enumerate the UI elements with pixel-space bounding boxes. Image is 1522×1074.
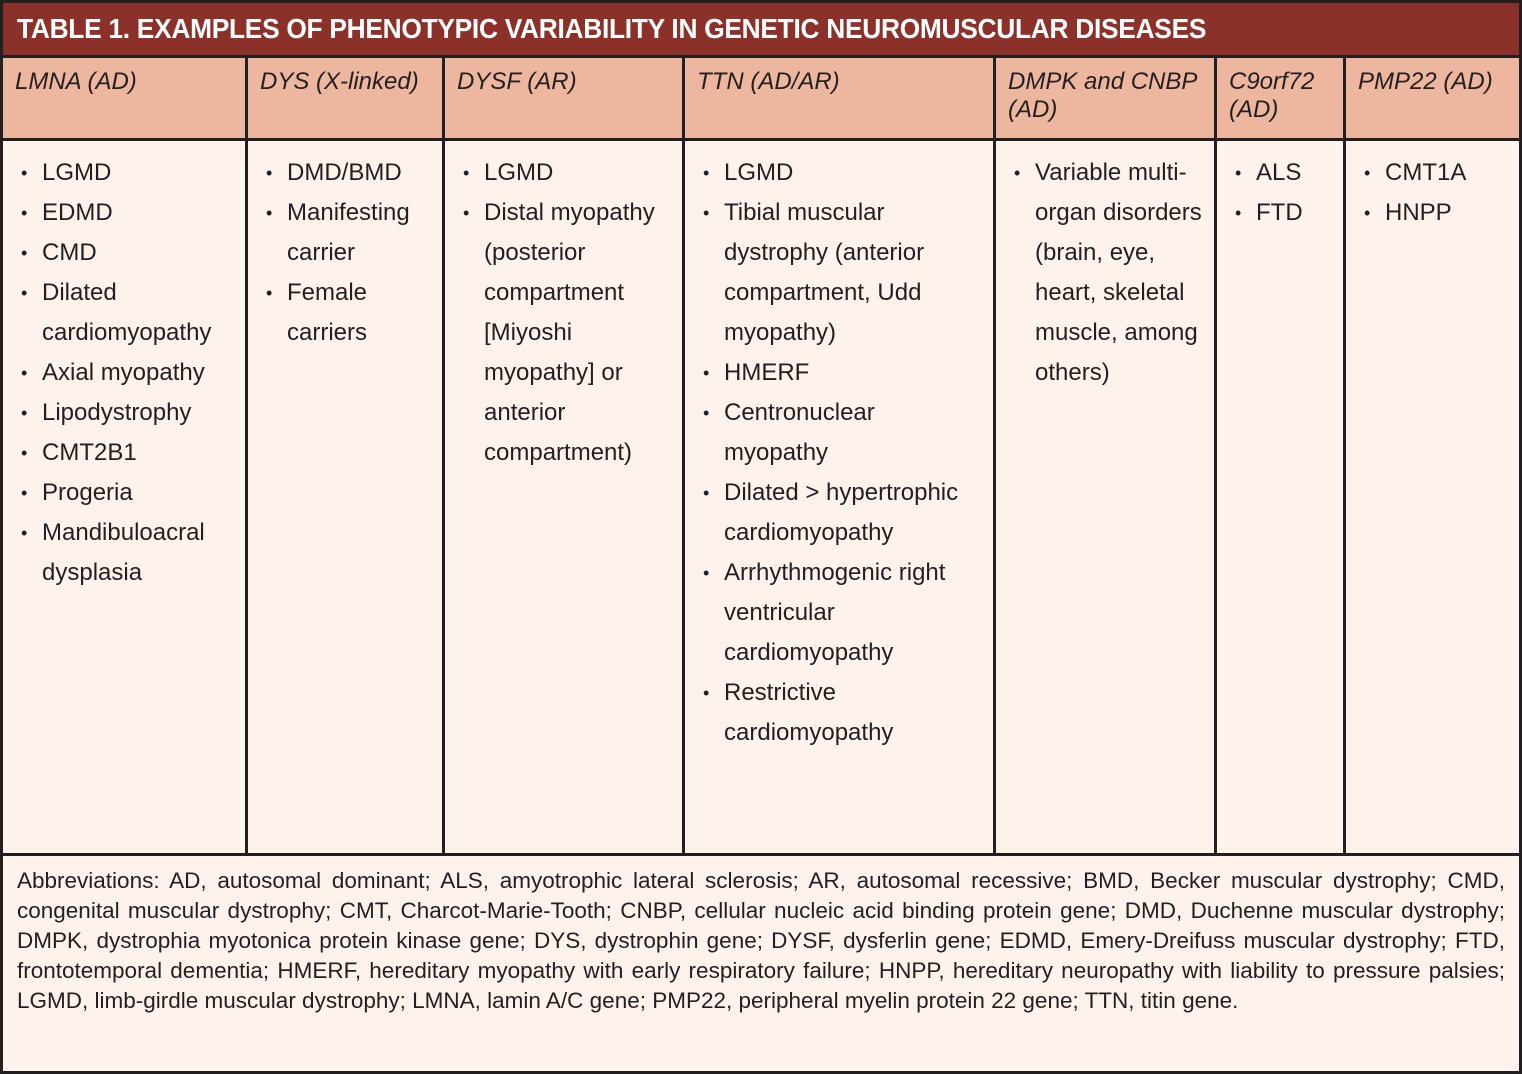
list-item: • LGMD — [695, 153, 983, 193]
list-item: • Distal myopathy (posterior compartment [Miyoshi myopathy] or anterior compartment) — [455, 193, 672, 473]
table-title: TABLE 1. EXAMPLES OF PHENOTYPIC VARIABILITY IN GENETIC NEUROMUSCULAR DISEASES — [17, 13, 1207, 44]
column-body-lmna — [3, 141, 248, 853]
list-item: • CMD — [13, 233, 235, 273]
column-body-ttn — [685, 141, 996, 853]
column-body-dys — [248, 141, 445, 853]
column-body-pmp22 — [1346, 141, 1519, 853]
list-item: • LGMD — [455, 153, 672, 193]
list-item: • Restrictive cardiomyopathy — [695, 673, 983, 753]
list-item: • Arrhythmogenic right ventricular cardiomyopathy — [695, 553, 983, 673]
list-item: • EDMD — [13, 193, 235, 233]
list-item: • Dilated cardiomyopathy — [13, 273, 235, 353]
list-item: • ALS — [1227, 153, 1333, 193]
list-item: • Tibial muscular dystrophy (anterior compartment, Udd myopathy) — [695, 193, 983, 353]
list-pmp22 — [1356, 153, 1509, 233]
list-item: • Mandibuloacral dysplasia — [13, 513, 235, 593]
table-body-row — [3, 141, 1519, 853]
list-item: • HMERF — [695, 353, 983, 393]
list-item: • Manifesting carrier — [258, 193, 432, 273]
list-dys — [258, 153, 432, 353]
table-title-bar — [3, 3, 1519, 58]
list-item: • Female carriers — [258, 273, 432, 353]
list-lmna — [13, 153, 235, 593]
column-header-ttn: TTN (AD/AR) — [685, 58, 996, 141]
list-item: • Dilated > hypertrophic cardiomyopathy — [695, 473, 983, 553]
abbreviations-footnote: Abbreviations: AD, autosomal dominant; ALS, amyotrophic lateral sclerosis; AR, autosomal recessive; BMD, Becker muscular dystrophy; CMD, congenital muscular dystrophy; CMT, Charcot-Marie-Tooth; CNBP, cellular nucleic acid binding protein gene; DMD, Duchenne muscular dystrophy; DMPK, dystrophia myotonica protein kinase gene; DYS, dystrophin gene; DYSF, dysferlin gene; EDMD, Emery-Dreifuss muscular dystrophy; FTD, frontotemporal dementia; HMERF, hereditary myopathy with early respiratory failure; HNPP, hereditary neuropathy with liability to pressure palsies; LGMD, limb-girdle muscular dystrophy; LMNA, lamin A/C gene; PMP22, peripheral myelin protein 22 gene; TTN, titin gene. — [3, 853, 1519, 1071]
list-item: • FTD — [1227, 193, 1333, 233]
list-item: • CMT2B1 — [13, 433, 235, 473]
column-header-dysf: DYSF (AR) — [445, 58, 685, 141]
table-header-row — [3, 58, 1519, 141]
column-body-c9orf72 — [1217, 141, 1346, 853]
column-body-dysf — [445, 141, 685, 853]
list-item: • Centronuclear myopathy — [695, 393, 983, 473]
list-item: • LGMD — [13, 153, 235, 193]
column-header-dmpk-cnbp: DMPK and CNBP (AD) — [996, 58, 1217, 141]
list-item: • CMT1A — [1356, 153, 1509, 193]
list-item: • Variable multi-organ disorders (brain, eye, heart, skeletal muscle, among others) — [1006, 153, 1204, 393]
list-dysf — [455, 153, 672, 473]
column-header-c9orf72: C9orf72 (AD) — [1217, 58, 1346, 141]
list-item: • HNPP — [1356, 193, 1509, 233]
column-header-pmp22: PMP22 (AD) — [1346, 58, 1519, 141]
list-dmpk-cnbp — [1006, 153, 1204, 393]
list-ttn — [695, 153, 983, 753]
column-header-lmna: LMNA (AD) — [3, 58, 248, 141]
list-item: • Lipodystrophy — [13, 393, 235, 433]
column-body-dmpk-cnbp — [996, 141, 1217, 853]
list-item: • Axial myopathy — [13, 353, 235, 393]
column-header-dys: DYS (X-linked) — [248, 58, 445, 141]
list-item: • DMD/BMD — [258, 153, 432, 193]
list-c9orf72 — [1227, 153, 1333, 233]
list-item: • Progeria — [13, 473, 235, 513]
